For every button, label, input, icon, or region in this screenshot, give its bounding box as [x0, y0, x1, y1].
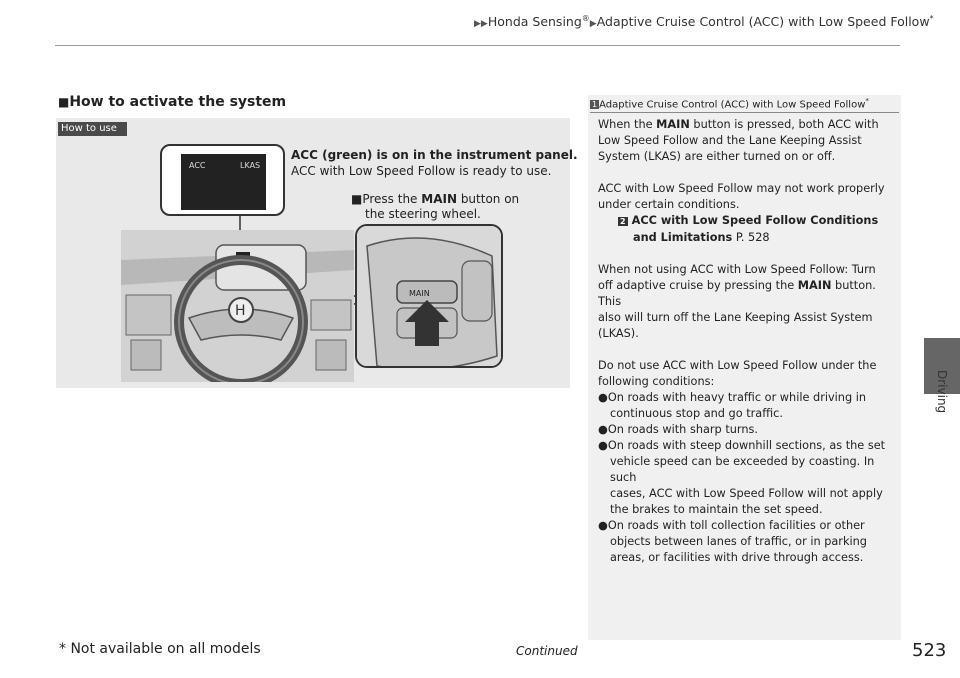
chapter-label: Driving — [935, 370, 949, 414]
sb-p2-line2: under certain conditions. — [598, 198, 740, 211]
sb-p3-line1: When not using ACC with Low Speed Follow: Turn — [598, 263, 876, 276]
b1-line1: On roads with heavy traffic or while driving in — [607, 391, 867, 404]
b2-line1: On roads with sharp turns. — [607, 423, 758, 436]
sb-p1-pre: When the — [598, 118, 657, 131]
how-to-use-tag: How to use — [58, 122, 127, 136]
sb-p1-line2: Low Speed Follow and the Lane Keeping Assist — [598, 134, 862, 147]
acc-ready-note: ACC with Low Speed Follow is ready to use. — [291, 164, 552, 178]
sb-p3-line2-pre: off adaptive cruise by pressing the — [598, 279, 798, 292]
main-button-label: MAIN — [409, 289, 430, 298]
bullet-icon: ● — [598, 423, 608, 436]
dashboard-illustration — [121, 230, 354, 382]
b3-line2: vehicle speed can be exceeded by coasting. In such — [610, 455, 875, 484]
sb-p1-bold: MAIN — [656, 118, 690, 131]
sb-p3-line4: (LKAS). — [598, 327, 639, 340]
page-number: 523 — [912, 640, 947, 661]
press-main-instruction — [351, 192, 519, 222]
sb-p3-line2-bold: MAIN — [797, 279, 832, 292]
b4-line1: On roads with toll collection facilities or other — [607, 519, 865, 532]
sidebar-title-star: * — [865, 97, 869, 105]
section-title-text: How to activate the system — [69, 94, 287, 110]
ref-page: P. 528 — [732, 231, 770, 244]
section-marker: ■ — [58, 95, 70, 109]
sb-p2-line1: ACC with Low Speed Follow may not work properly — [598, 182, 885, 195]
sidebar-title-text: Adaptive Cruise Control (ACC) with Low Speed Follow — [599, 99, 866, 111]
ref-line2: and Limitations — [633, 231, 733, 244]
b3-line1: On roads with steep downhill sections, as the set — [607, 439, 886, 452]
b3-line4: the brakes to maintain the set speed. — [610, 503, 823, 516]
sb-p4-line1: Do not use ACC with Low Speed Follow under the — [598, 359, 877, 372]
info-icon: 1 — [592, 100, 598, 110]
ref-line1: ACC with Low Speed Follow Conditions — [631, 214, 879, 227]
dashboard-drawing — [121, 230, 354, 382]
cross-reference-link[interactable] — [598, 213, 896, 230]
steering-wheel-closeup — [357, 226, 503, 368]
list-item — [598, 422, 896, 438]
list-item — [598, 390, 896, 406]
list-item — [598, 518, 896, 534]
acc-on-note: ACC (green) is on in the instrument panel. — [291, 148, 578, 162]
press-main-bold: MAIN — [421, 192, 457, 206]
list-item — [598, 438, 896, 454]
lkas-indicator: LKAS — [240, 161, 261, 170]
breadcrumb-item-acc: Adaptive Cruise Control (ACC) with Low Speed Follow — [596, 14, 930, 30]
availability-footnote: * Not available on all models — [59, 641, 261, 657]
bullet-icon: ● — [598, 519, 608, 532]
breadcrumb-arrows: ▶▶ — [474, 19, 488, 30]
registered-mark: ® — [581, 14, 590, 23]
sidebar-title — [590, 97, 869, 110]
bullet-icon: ● — [598, 391, 608, 404]
press-text-line2: the steering wheel. — [365, 207, 481, 221]
sb-p3-line3: also will turn off the Lane Keeping Assist System — [598, 311, 873, 324]
availability-star: * — [929, 14, 934, 23]
reference-icon: 2 — [620, 217, 626, 226]
sb-p4-line2: following conditions: — [598, 375, 715, 388]
sidebar-rule — [590, 112, 899, 113]
press-marker: ■ — [351, 192, 363, 206]
breadcrumb-arrow: ▶ — [589, 19, 597, 30]
b1-line2: continuous stop and go traffic. — [610, 407, 783, 420]
bullet-icon: ● — [598, 439, 608, 452]
sb-p1-post: button is pressed, both ACC with — [689, 118, 879, 131]
b4-line3: areas, or facilities with drive through access. — [610, 551, 864, 564]
continued-label: Continued — [516, 644, 578, 658]
svg-text:H: H — [235, 303, 246, 319]
b3-line3: cases, ACC with Low Speed Follow will not apply — [610, 487, 883, 500]
press-text-post: button on — [457, 192, 520, 206]
sb-p3-line2-post: button. This — [598, 279, 876, 308]
breadcrumb-item-honda-sensing: Honda Sensing — [487, 14, 582, 30]
press-text-pre: Press the — [362, 192, 422, 206]
acc-indicator: ACC — [189, 161, 206, 170]
steering-button-callout — [355, 224, 503, 368]
sidebar-body — [598, 117, 896, 566]
b4-line2: objects between lanes of traffic, or in parking — [610, 535, 867, 548]
sb-p1-line3: System (LKAS) are either turned on or off. — [598, 150, 836, 163]
